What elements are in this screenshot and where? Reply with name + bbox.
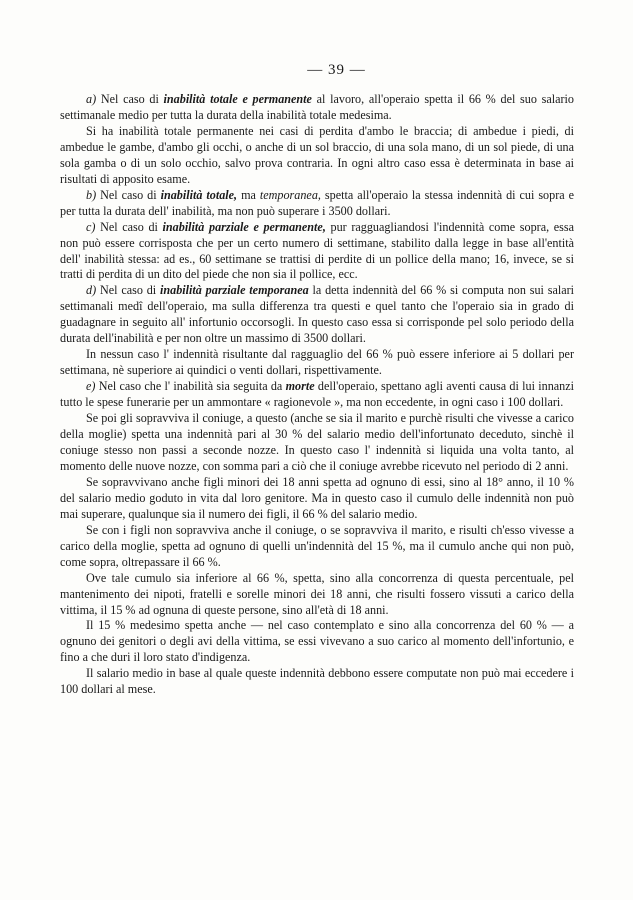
paragraph (60, 124, 574, 188)
paragraph (60, 347, 574, 379)
paragraph (60, 523, 574, 571)
emphasized-text: morte (285, 379, 315, 394)
paragraph (60, 92, 574, 124)
emphasized-text: inabilità parziale e permanente, (162, 219, 326, 234)
text-run: dell'operaio, spettano agli aventi causa di lui innanzi tutto le spese funerarie per un ammontare « ragionevole », ma non eccedente, in ogni caso i 100 dollari. (60, 379, 574, 410)
text-run: Nel caso di (96, 187, 161, 202)
text-run: Nel caso di (96, 92, 164, 106)
text-run: Nel caso che l' inabilità sia seguita da (95, 379, 286, 394)
text-run: Se sopravvivano anche figli minori dei 18 anni spetta ad ognuno di essi, sino al 18° anno, il 10 % del salario medio goduto in vita dal loro genitore. Ma in questo caso il cumulo delle indennità non può mai superare, qualunque sia il numero dei figli, il 66 % del salario medio. (60, 474, 574, 521)
emphasized-text: e) (86, 379, 96, 394)
paragraph (60, 411, 574, 475)
text-run: Nel caso di (95, 219, 163, 234)
text-run: la detta indennità del 66 % si computa non sui salari settimanali medî dell'operaio, ma sulla differenza tra questi e quel tanto che l'operaio sia in grado di guadagnare in seguito all' infortunio occorsogli. In questo caso essa si corrisponde pel solo periodo della durata dell'inabilità e per non oltre un massimo di 3500 dollari. (60, 283, 575, 346)
paragraph (60, 666, 574, 698)
paragraph (60, 283, 574, 347)
text-run: Se con i figli non sopravviva anche il coniuge, o se sopravviva il marito, e risulti ch'esso vivesse a carico della moglie, spetta ad ognuno di quelli un'indennità del 15 %, ma il cumulo anche qui non può, come sopra, oltrepassare il 66 %. (60, 522, 574, 569)
text-run: Se poi gli sopravviva il coniuge, a questo (anche se sia il marito e purchè risulti che vivesse a carico della moglie) spetta una indennità pari al 30 % del salario medio dell'infortunato deceduto, sinchè il coniuge stesso non passi a seconde nozze. In questo caso l' indennità si liquida una volta tanto, al momento delle nuove nozze, con somma pari a ciò che il coniuge avrebbe ricevuto nel periodo di 2 anni. (60, 411, 574, 473)
text-run: spetta all'operaio la stessa indennità di cui sopra e per tutta la durata dell' inabilità, ma non può superare i 3500 dollari. (60, 187, 574, 218)
emphasized-text: inabilità totale e permanente (163, 92, 312, 106)
text-run: al lavoro, all'operaio spetta il 66 % del suo salario settimanale medio per tutta la durata della inabilità totale medesima. (60, 92, 574, 122)
paragraph (60, 188, 574, 220)
text-run: In nessun caso l' indennità risultante dal ragguaglio del 66 % può essere inferiore ai 5 dollari per settimana, nè superiore ai quindici o venti dollari, rispettivamente. (60, 347, 574, 378)
text-run: Il 15 % medesimo spetta anche — nel caso contemplato e sino alla concorrenza del 60 % — a ognuno dei genitori o degli avi della vittima, se essi vivevano a suo carico al momento dell'infortunio, e fino a che duri il loro stato d'indigenza. (60, 618, 574, 665)
emphasized-text: c) (86, 219, 96, 234)
emphasized-text: d) (86, 283, 97, 298)
emphasized-text: a) (86, 92, 97, 106)
text-run: Il salario medio in base al quale queste indennità debbono essere computate non può mai eccedere i 100 dollari al mese. (60, 666, 574, 697)
paragraph (60, 618, 574, 666)
paragraph (60, 571, 574, 619)
paragraph (60, 475, 574, 523)
emphasized-text: b) (86, 187, 97, 202)
text-run: ma (237, 187, 260, 202)
emphasized-text: inabilità totale, (160, 187, 238, 202)
text-run: Nel caso di (96, 283, 161, 298)
text-run: Si ha inabilità totale permanente nei casi di perdita d'ambo le braccia; di ambedue i piedi, di ambedue le gambe, d'ambo gli occhi, o anche di un sol braccio, di una sola mano, di un sol piede, di una sola gamba o di un solo occhio, salvo prova contraria. In ogni altro caso essa è determinata in base ai risultati di apposito esame. (60, 123, 574, 186)
body-text (60, 92, 574, 698)
emphasized-text: temporanea, (259, 187, 321, 202)
text-run: Ove tale cumulo sia inferiore al 66 %, spetta, sino alla concorrenza di questa percentuale, pel mantenimento dei nipoti, fratelli e sorelle minori dei 18 anni, che risulti fossero vissuti a carico della vittima, il 15 % ad ognuna di queste persone, sino all'età di 18 anni. (60, 570, 574, 617)
page-number: — 39 — (307, 62, 366, 78)
text-run: pur ragguagliandosi l'indennità come sopra, essa non può essere corrisposta che per un certo numero di settimane, stabilito dalla legge in base all'entità dell' inabilità stessa: ad es., 60 settimane se trattisi di perdite di un pollice della mano; 16, invece, se si tratti di perdita di un dito del piede che non sia il pollice, ecc. (60, 219, 574, 282)
paragraph (60, 379, 574, 411)
paragraph (60, 220, 574, 284)
emphasized-text: inabilità parziale temporanea (160, 283, 309, 298)
